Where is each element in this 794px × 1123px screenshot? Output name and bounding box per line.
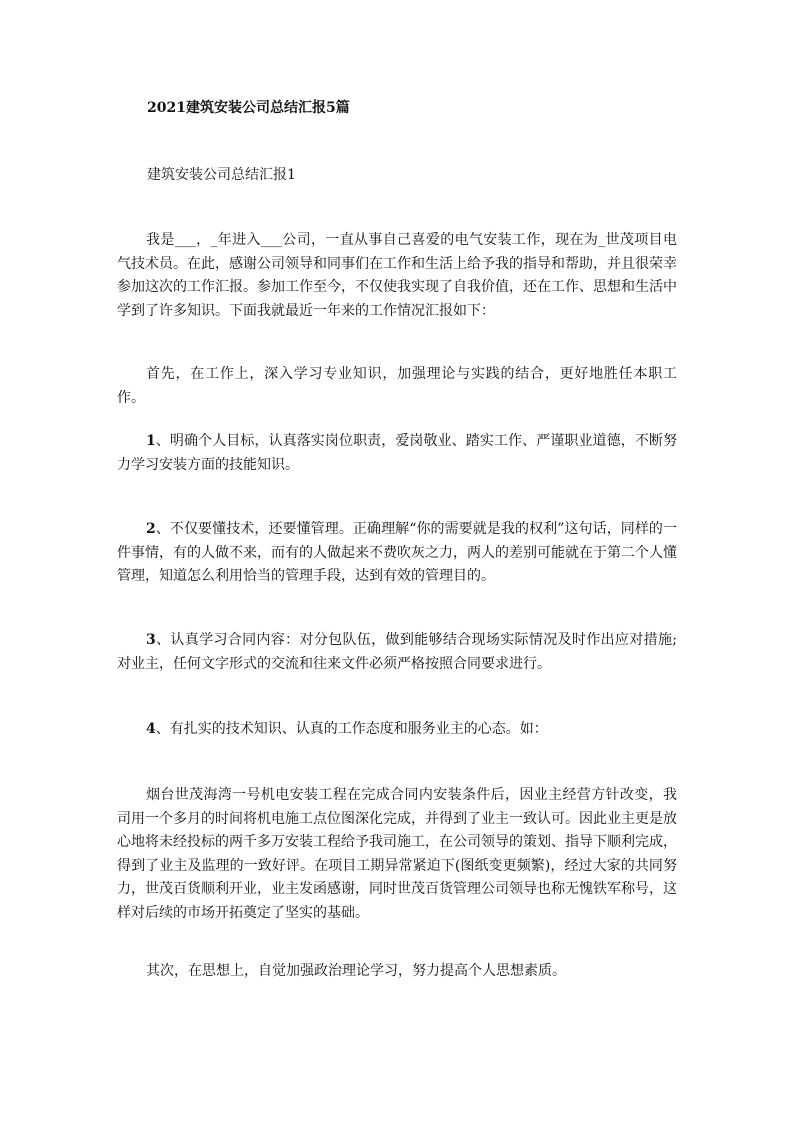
list-item-3-number: 3 <box>146 632 156 648</box>
list-item-4-text: 、有扎实的技术知识、认真的工作态度和服务业主的心态。如： <box>155 721 548 737</box>
example-paragraph: 烟台世茂海湾一号机电安装工程在完成合同内安装条件后，因业主经营方针改变，我司用一个多月的时间将机电施工点位图深化完成，并得到了业主一致认可。因此业主更是放心地将未经投标的两千多万安装工程给予我司施工，在公司领导的策划、指导下顺利完成，得到了业主及监理的一致好评。在项目工期异常紧迫下(图纸变更频繁)，经过大家的共同努力，世茂百货顺利开业，业主发函感谢，同时世茂百货管理公司领导也称无愧铁军称号，这样对后续的市场开拓奠定了坚实的基础。 <box>117 787 677 921</box>
document-title: 2021建筑安装公司总结汇报5篇 <box>147 100 350 116</box>
list-item-1 <box>117 430 677 477</box>
list-item-2-text: 、不仅要懂技术，还要懂管理。正确理解“你的需要就是我的权利”这句话，同样的一件事情，有的人做不来，而有的人做起来不费吹灰之力，两人的差别可能就在于第二个人懂管理，知道怎么利用恰当的管理手段，达到有效的管理目的。 <box>117 521 677 584</box>
first-paragraph: 首先，在工作上，深入学习专业知识，加强理论与实践的结合，更好地胜任本职工作。 <box>117 366 677 406</box>
list-item-4 <box>117 718 677 742</box>
second-paragraph: 其次，在思想上，自觉加强政治理论学习，努力提高个人思想素质。 <box>146 963 566 979</box>
list-item-1-text: 、明确个人目标，认真落实岗位职责，爱岗敬业、踏实工作、严谨职业道德，不断努力学习安装方面的技能知识。 <box>117 433 677 473</box>
list-item-3 <box>117 629 677 676</box>
intro-paragraph: 我是___，_年进入___公司，一直从事自己喜爱的电气安装工作，现在为_世茂项目电气技术员。在此，感谢公司领导和同事们在工作和生活上给予我的指导和帮助，并且很荣幸参加这次的工作汇报。参加工作至今，不仅使我实现了自我价值，还在工作、思想和生活中学到了许多知识。下面我就最近一年来的工作情况汇报如下： <box>117 232 677 319</box>
list-item-2 <box>117 518 677 589</box>
section-heading: 建筑安装公司总结汇报1 <box>147 167 296 183</box>
list-item-1-number: 1 <box>146 433 156 449</box>
list-item-2-number: 2 <box>146 521 156 537</box>
list-item-4-number: 4 <box>146 721 156 737</box>
list-item-3-text: 、认真学习合同内容：对分包队伍，做到能够结合现场实际情况及时作出应对措施;对业主，任何文字形式的交流和往来文件必须严格按照合同要求进行。 <box>117 632 677 672</box>
